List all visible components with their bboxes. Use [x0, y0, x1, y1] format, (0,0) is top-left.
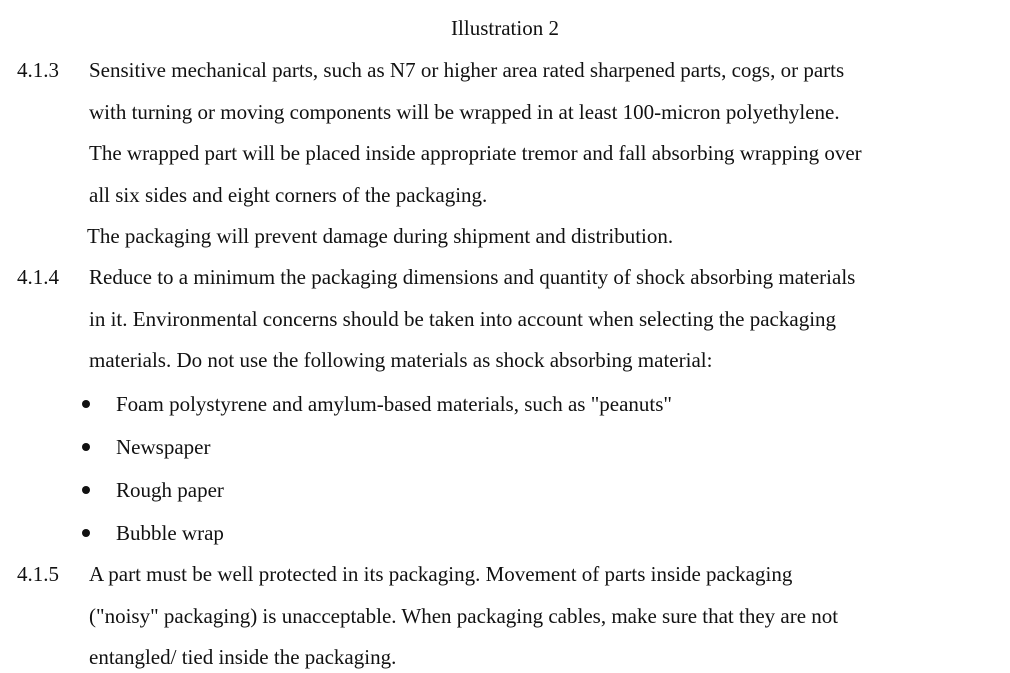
section-4-1-5-line-2: ("noisy" packaging) is unacceptable. When packaging cables, make sure that they are not — [89, 604, 839, 628]
section-4-1-5-line-1: A part must be well protected in its packaging. Movement of parts inside packaging — [89, 562, 793, 586]
section-4-1-4-line-3: materials. Do not use the following materials as shock absorbing material: — [89, 348, 713, 372]
section-number-4-1-5: 4.1.5 — [17, 562, 59, 586]
illustration-caption: Illustration 2 — [451, 16, 559, 40]
section-4-1-3-line-2: with turning or moving components will be wrapped in at least 100-micron polyethylene. — [89, 100, 840, 124]
bullet-item-foam-polystyrene: Foam polystyrene and amylum-based materials, such as "peanuts" — [116, 392, 673, 416]
section-4-1-4-line-1: Reduce to a minimum the packaging dimensions and quantity of shock absorbing materials — [89, 265, 856, 289]
bullet-icon — [82, 486, 90, 494]
section-4-1-3-extra-line: The packaging will prevent damage during shipment and distribution. — [87, 224, 674, 248]
section-number-4-1-3: 4.1.3 — [17, 58, 59, 82]
section-4-1-3-line-3: The wrapped part will be placed inside appropriate tremor and fall absorbing wrapping over — [89, 141, 862, 165]
section-4-1-3-line-4: all six sides and eight corners of the packaging. — [89, 183, 488, 207]
section-4-1-4-line-2: in it. Environmental concerns should be taken into account when selecting the packaging — [89, 307, 837, 331]
bullet-item-newspaper: Newspaper — [116, 435, 211, 459]
bullet-icon — [82, 443, 90, 451]
section-4-1-3-line-1: Sensitive mechanical parts, such as N7 or higher area rated sharpened parts, cogs, or parts — [89, 58, 845, 82]
section-4-1-5-line-3: entangled/ tied inside the packaging. — [89, 645, 397, 669]
bullet-icon — [82, 400, 90, 408]
section-number-4-1-4: 4.1.4 — [17, 265, 59, 289]
bullet-item-rough-paper: Rough paper — [116, 478, 224, 502]
bullet-item-bubble-wrap: Bubble wrap — [116, 521, 224, 545]
bullet-icon — [82, 529, 90, 537]
